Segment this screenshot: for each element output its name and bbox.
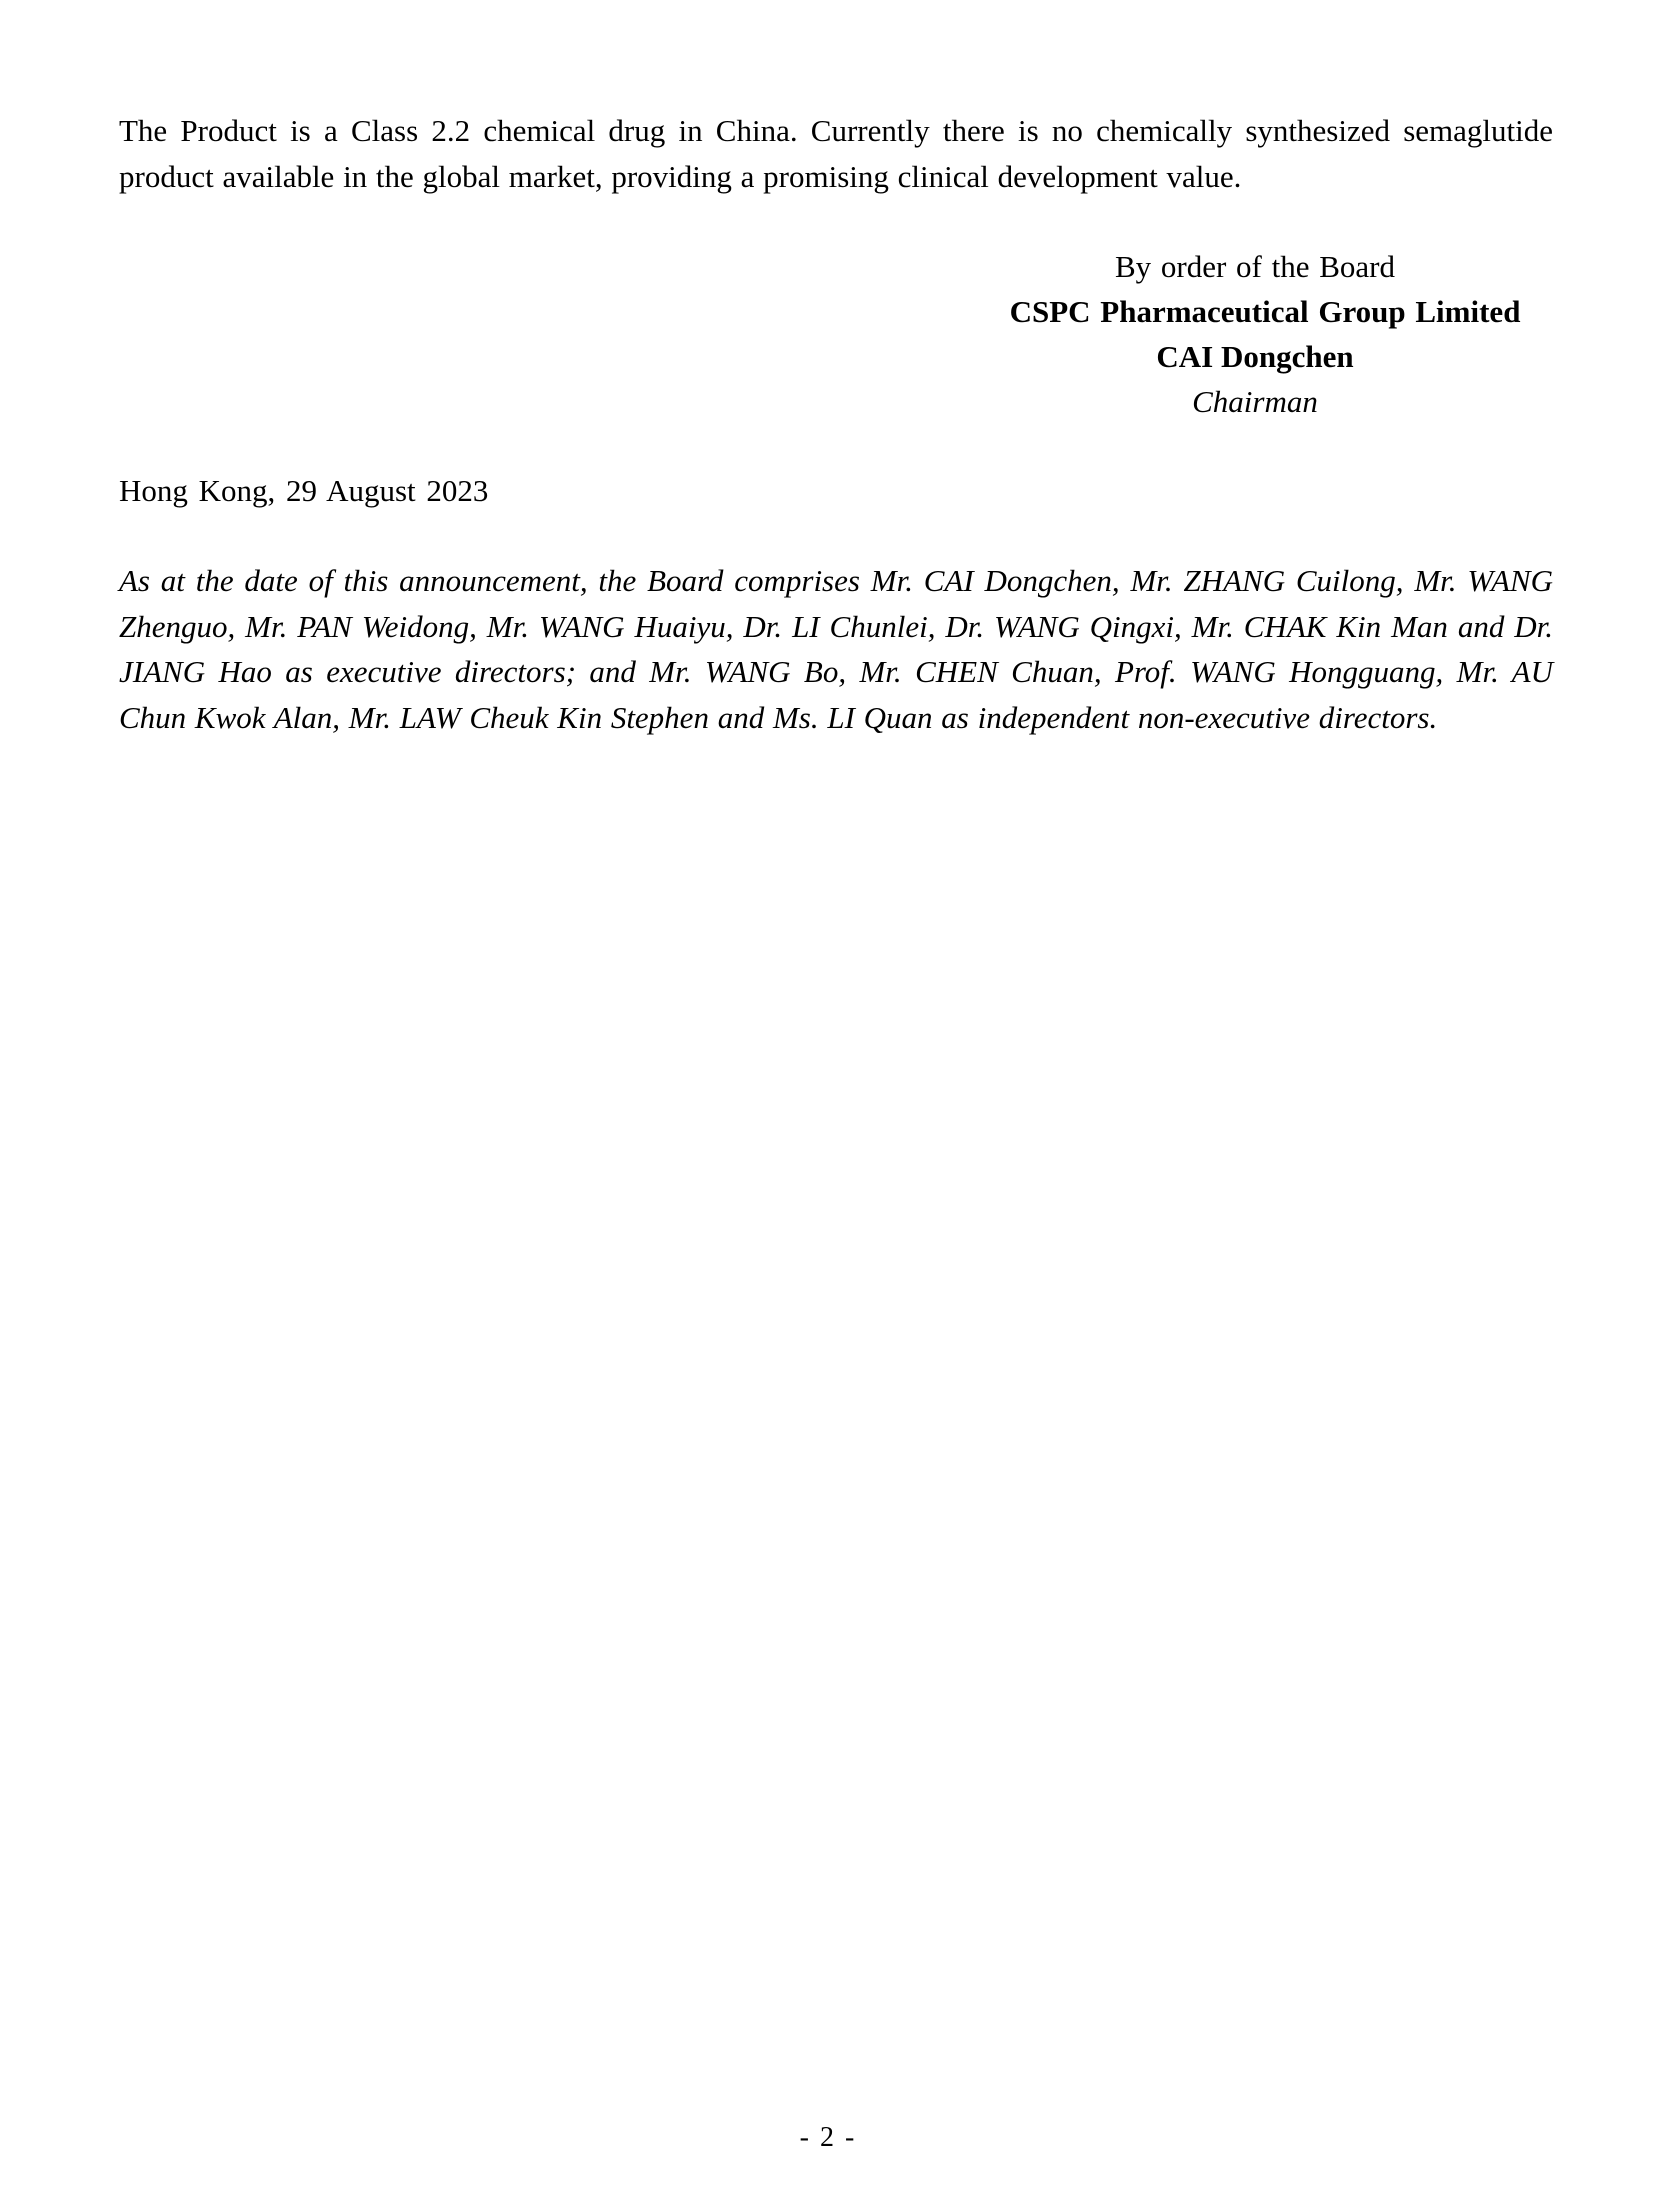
place-and-date: Hong Kong, 29 August 2023 (119, 473, 489, 508)
signatory-title: Chairman (1192, 384, 1318, 419)
signatory-name: CAI Dongchen (1156, 339, 1354, 374)
signature-block (975, 244, 1555, 424)
board-composition-paragraph: As at the date of this announcement, the Board comprises Mr. CAI Dongchen, Mr. ZHANG Cuilong, Mr. WANG Zhenguo, Mr. PAN Weidong, Mr. WANG Huaiyu, Dr. LI Chunlei, Dr. WANG Qingxi, Mr. CHAK Kin Man and Dr. JIANG Hao as executive directors; and Mr. WANG Bo, Mr. CHEN Chuan, Prof. WANG Hongguang, Mr. AU Chun Kwok Alan, Mr. LAW Cheuk Kin Stephen and Ms. LI Quan as independent non-executive directors. (119, 563, 1553, 735)
intro-paragraph: The Product is a Class 2.2 chemical drug in China. Currently there is no chemically synthesized semaglutide product available in the global market, providing a promising clinical development value. (119, 113, 1553, 194)
order-of-board-line: By order of the Board (1114, 249, 1396, 284)
company-name: CSPC Pharmaceutical Group Limited (1009, 294, 1521, 329)
page-number: - 2 - (799, 2122, 855, 2153)
